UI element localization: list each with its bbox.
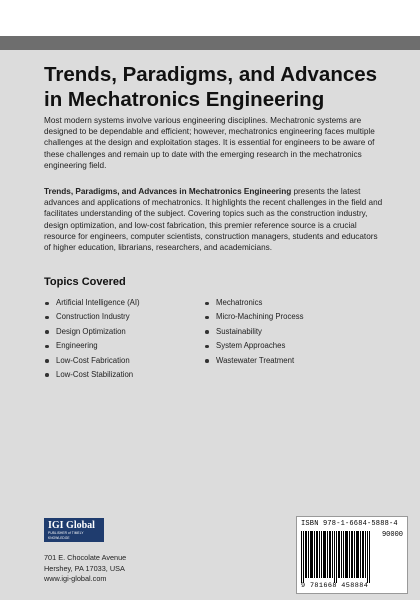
topics-list-right [204,296,304,368]
description-body: presents the latest advances and applications of mechatronics. It highlights the recent challenges in the field and facilitates understanding of the subject. Covering topics such as the construction industry, design optimization, and low-cost fabrication, this premier reference source is a crucial resource for engineers, computer scientists, construction managers, students and educators of higher education, librarians, researchers, and academicians. [44,187,383,253]
igi-global-logo [44,518,104,542]
isbn-label: ISBN 978-1-6684-5888-4 [301,520,398,528]
topic-item: Sustainability [204,325,304,339]
topic-item: Low-Cost Stabilization [44,368,140,382]
description-paragraph-2 [44,186,384,253]
barcode-number: 9 781668 458884 [301,582,369,590]
topic-item: Artificial Intelligence (AI) [44,296,140,310]
topic-item: Engineering [44,339,140,353]
topic-item: Construction Industry [44,310,140,324]
price-code: 90000 [381,531,403,539]
spine-band [0,36,420,50]
topic-item: Micro-Machining Process [204,310,304,324]
logo-wordmark: IGI Global [48,519,95,531]
description-book-title: Trends, Paradigms, and Advances in Mechatronics Engineering [44,187,292,196]
topic-item: Mechatronics [204,296,304,310]
top-margin [0,0,420,36]
address-city: Hershey, PA 17033, USA [44,563,125,573]
book-title [44,62,384,112]
publisher-address [44,553,126,585]
publisher-logo [44,518,104,542]
topic-item: Design Optimization [44,325,140,339]
topic-item: Low-Cost Fabrication [44,354,140,368]
logo-tagline: PUBLISHER of TIMELY KNOWLEDGE [48,530,84,540]
title-line-2: in Mechatronics Engineering [44,88,325,111]
barcode-bars-icon [301,531,373,583]
description-paragraph-1: Most modern systems involve various engineering disciplines. Mechatronic systems are designed to be dependable and efficient; however, mechatronics engineering faces multiple challenges at the design and exploitation stages. It is essential for engineers to be aware of these challenges and remain up to date with the emerging research in the mechatronics engineering field. [44,116,375,170]
topics-heading: Topics Covered [44,276,126,288]
topics-list-left [44,296,140,382]
title-line-1: Trends, Paradigms, and Advances [44,63,378,86]
publisher-website: www.igi-global.com [44,574,107,583]
topic-item: Wastewater Treatment [204,354,304,368]
topic-item: System Approaches [204,339,304,353]
isbn-barcode [296,516,408,594]
address-street: 701 E. Chocolate Avenue [44,553,127,562]
